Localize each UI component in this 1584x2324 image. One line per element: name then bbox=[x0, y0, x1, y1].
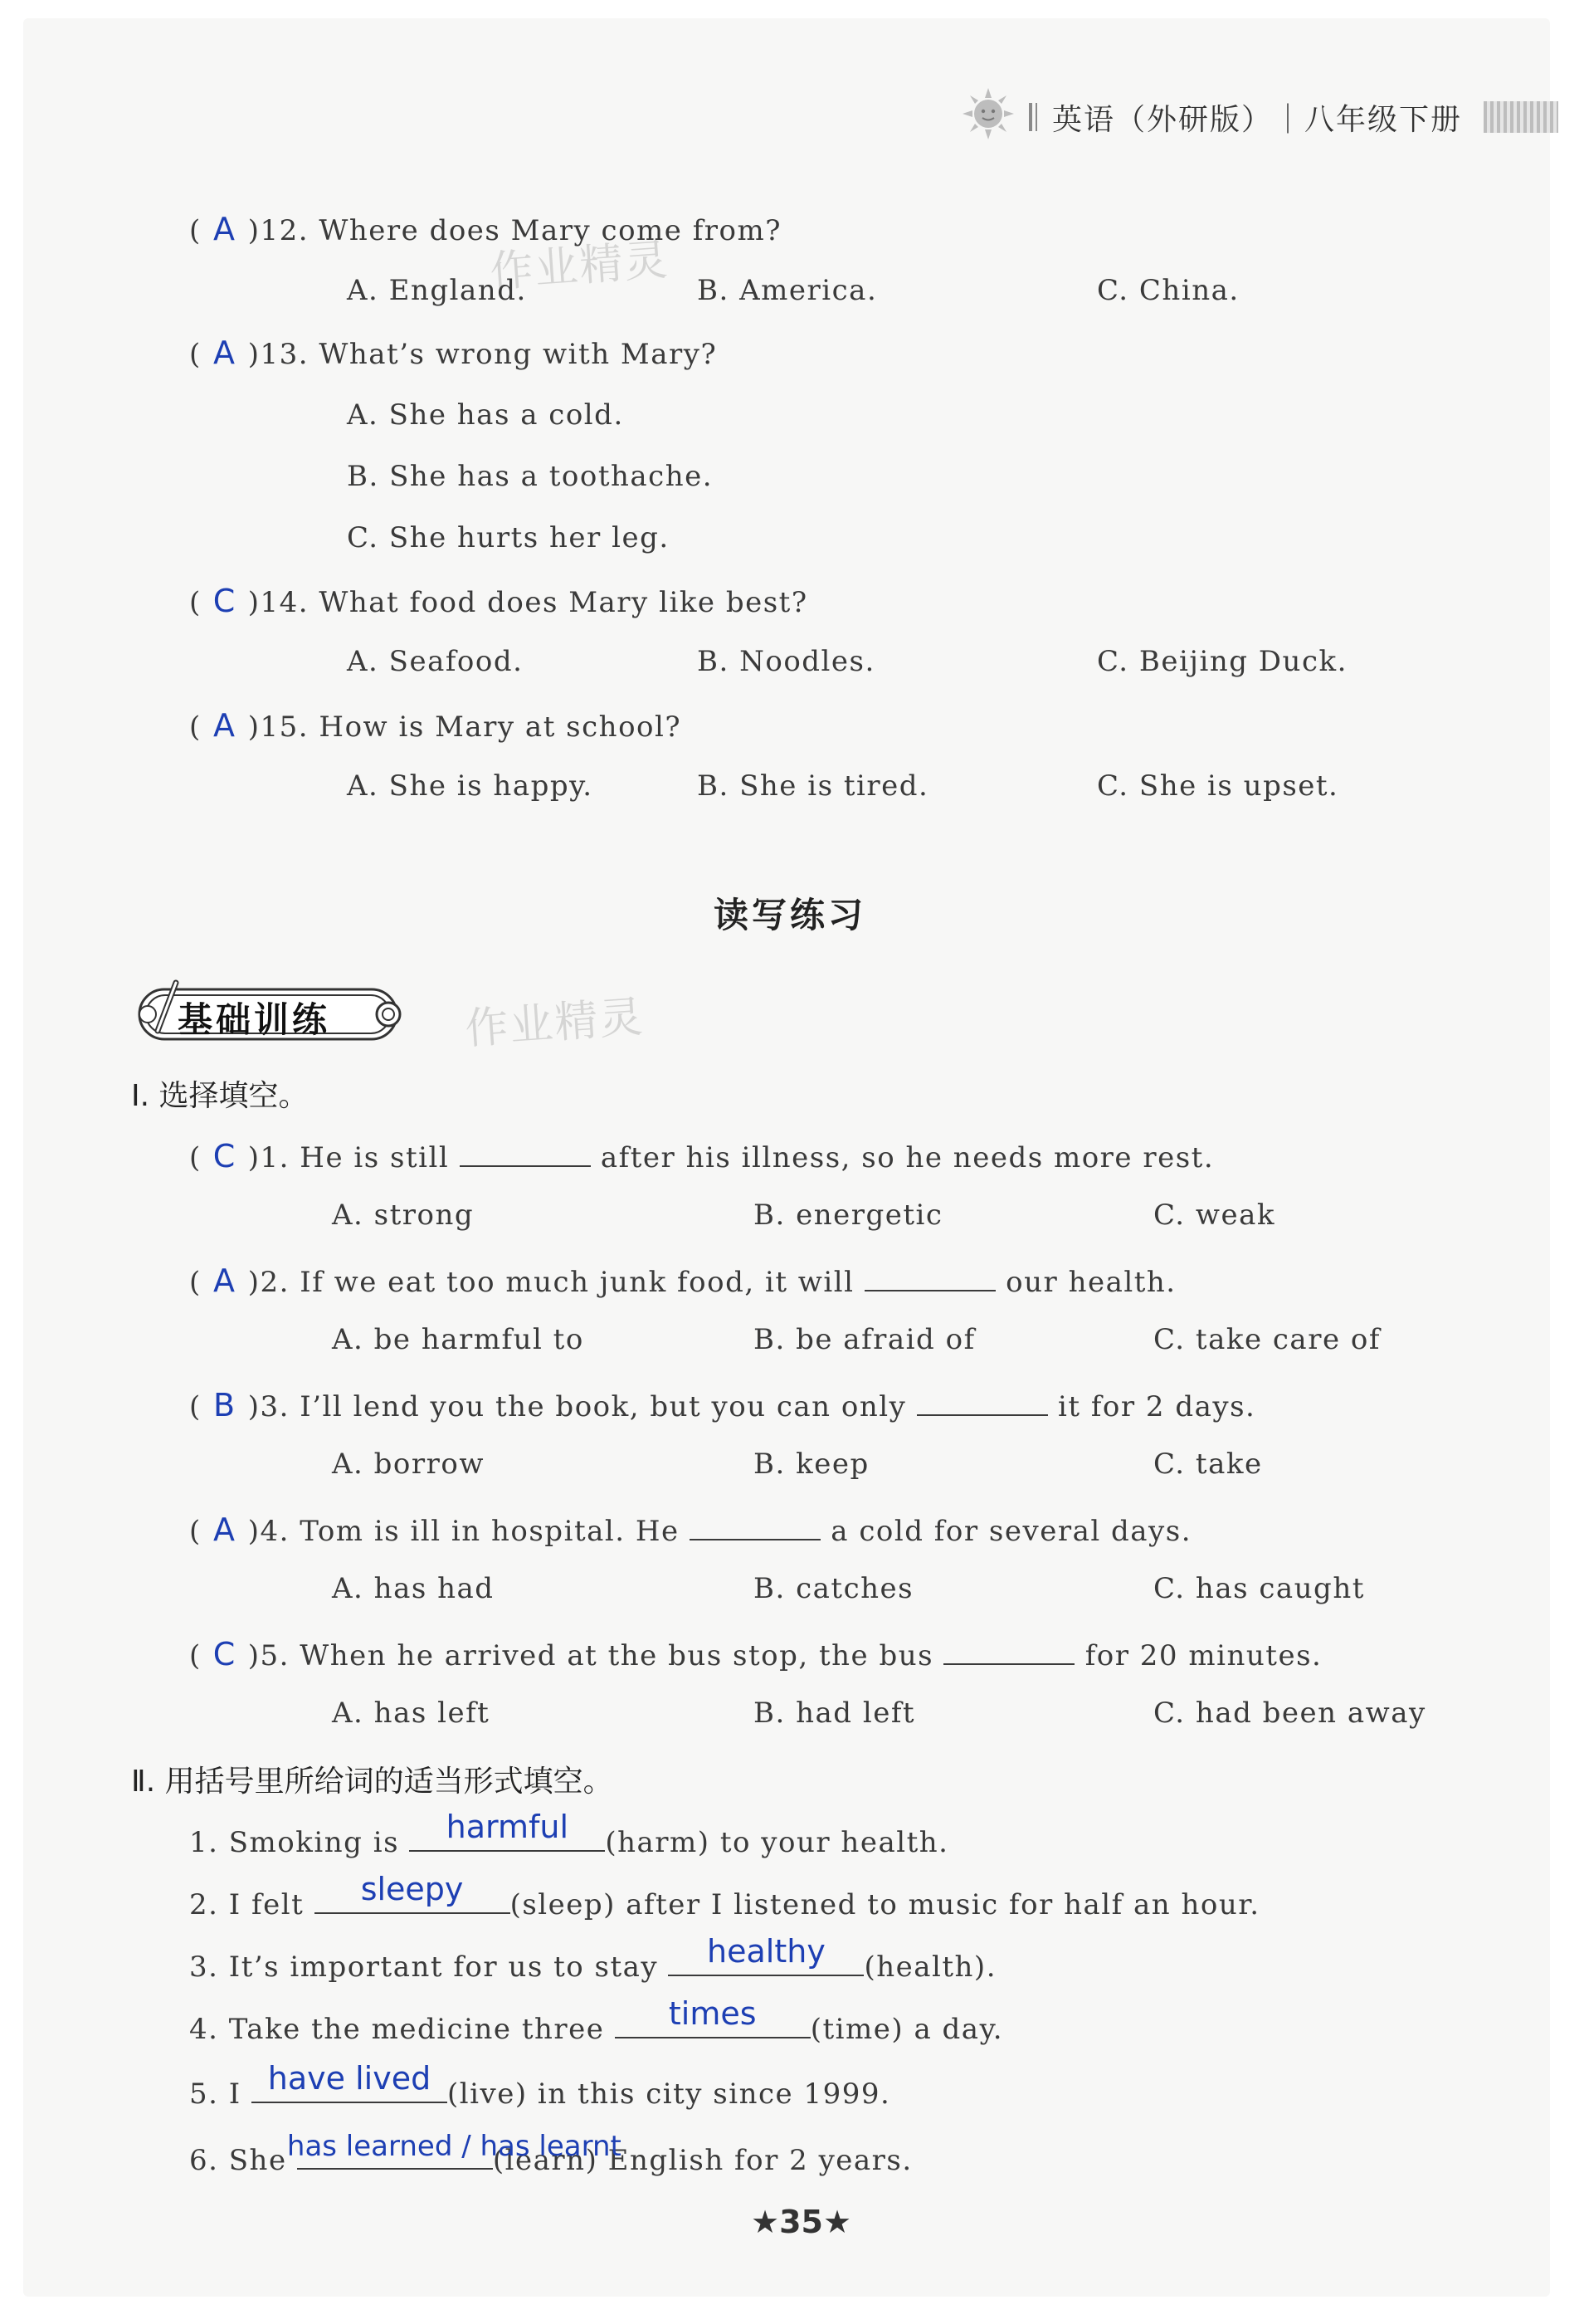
answer-choice: A bbox=[213, 707, 236, 744]
fill-question-5: 5. I have lived (live) in this city since 1999. bbox=[189, 2060, 891, 2111]
mc-question-1: ( C )1. He is still after his illness, so he needs more rest. bbox=[189, 1135, 1214, 1174]
fill-question-3: 3. It’s important for us to stay healthy (health). bbox=[189, 1933, 997, 1984]
answer-choice: C bbox=[212, 583, 236, 619]
badge-label: 基础训练 bbox=[178, 999, 331, 1040]
section-title: 读写练习 bbox=[714, 895, 867, 935]
answer-blank bbox=[668, 1933, 864, 1976]
blank bbox=[943, 1633, 1075, 1665]
question-15: ( A )15. How is Mary at school? bbox=[189, 707, 682, 744]
option-b: B. Noodles. bbox=[697, 645, 875, 678]
fill-question-2: 2. I felt sleepy (sleep) after I listened to music for half an hour. bbox=[189, 1871, 1260, 1921]
blank bbox=[460, 1135, 591, 1167]
blank bbox=[690, 1509, 821, 1540]
section-badge bbox=[124, 979, 411, 1049]
page-header bbox=[963, 85, 1560, 143]
watermark: 作业精灵 bbox=[463, 992, 646, 1055]
header-divider bbox=[1029, 103, 1032, 131]
option-a: A. has had bbox=[332, 1572, 495, 1605]
option-b: B. America. bbox=[697, 274, 878, 307]
answer-blank bbox=[314, 1871, 510, 1914]
mc-question-4: ( A )4. Tom is ill in hospital. He a cold for several days. bbox=[189, 1509, 1192, 1548]
mc-question-3: ( B )3. I’ll lend you the book, but you can only it for 2 days. bbox=[189, 1384, 1255, 1423]
option-b: B. keep bbox=[753, 1448, 870, 1481]
option-b: B. had left bbox=[753, 1697, 916, 1730]
filled-answer: times bbox=[668, 1995, 757, 2032]
watermark: 作业精灵 bbox=[488, 235, 671, 298]
option-c: C. had been away bbox=[1153, 1697, 1426, 1730]
option-b: B. be afraid of bbox=[753, 1323, 976, 1356]
sun-icon bbox=[963, 88, 1014, 139]
book-title: 英语（外研版）｜八年级下册 bbox=[1052, 103, 1463, 137]
option-c: C. take care of bbox=[1153, 1323, 1381, 1356]
blank bbox=[917, 1384, 1048, 1416]
header-decoration bbox=[1484, 101, 1558, 133]
option-a: A. She has a cold. bbox=[347, 398, 624, 432]
answer-choice: A bbox=[213, 334, 236, 371]
answer-blank bbox=[251, 2060, 447, 2103]
filled-answer: have lived bbox=[267, 2060, 431, 2097]
option-a: A. borrow bbox=[332, 1448, 485, 1481]
option-a: A. strong bbox=[332, 1199, 475, 1232]
filled-answer: sleepy bbox=[360, 1871, 464, 1907]
fill-question-6: 6. She has learned / has learnt (learn) English for 2 years. bbox=[189, 2130, 913, 2177]
option-a: A. has left bbox=[332, 1697, 490, 1730]
answer-blank bbox=[286, 2130, 621, 2170]
question-12: ( A )12. Where does Mary come from? bbox=[189, 211, 782, 247]
answer-blank bbox=[615, 1995, 811, 2038]
question-13: ( A )13. What’s wrong with Mary? bbox=[189, 334, 718, 371]
option-b: B. She has a toothache. bbox=[347, 460, 714, 493]
mc-question-2: ( A )2. If we eat too much junk food, it will our health. bbox=[189, 1260, 1177, 1299]
option-a: A. be harmful to bbox=[332, 1323, 584, 1356]
question-14: ( C )14. What food does Mary like best? bbox=[189, 583, 808, 619]
header-divider bbox=[1036, 103, 1037, 131]
blank bbox=[865, 1260, 996, 1291]
filled-answer: healthy bbox=[707, 1933, 826, 1970]
option-c: C. China. bbox=[1097, 274, 1240, 307]
option-b: B. catches bbox=[753, 1572, 914, 1605]
answer-choice: A bbox=[213, 211, 236, 247]
part1-heading: Ⅰ. 选择填空。 bbox=[131, 1079, 309, 1113]
answer-blank bbox=[409, 1809, 605, 1852]
option-c: C. take bbox=[1153, 1448, 1263, 1481]
option-c: C. She hurts her leg. bbox=[347, 521, 670, 554]
option-a: A. Seafood. bbox=[347, 645, 524, 678]
page-number: ★35★ bbox=[751, 2204, 852, 2240]
answer-choice: C bbox=[212, 1636, 236, 1672]
option-a: A. She is happy. bbox=[347, 769, 593, 803]
answer-choice: A bbox=[213, 1511, 236, 1548]
option-c: C. has caught bbox=[1153, 1572, 1365, 1605]
option-b: B. She is tired. bbox=[697, 769, 929, 803]
mc-question-5: ( C )5. When he arrived at the bus stop, the bus for 20 minutes. bbox=[189, 1633, 1322, 1672]
filled-answer: has learned / has learnt bbox=[286, 2130, 621, 2163]
part2-heading: Ⅱ. 用括号里所给词的适当形式填空。 bbox=[131, 1765, 613, 1799]
option-c: C. weak bbox=[1153, 1199, 1276, 1232]
option-a: A. England. bbox=[347, 274, 527, 307]
answer-choice: A bbox=[213, 1262, 236, 1299]
fill-question-1: 1. Smoking is harmful (harm) to your health. bbox=[189, 1809, 949, 1859]
fill-question-4: 4. Take the medicine three times (time) a day. bbox=[189, 1995, 1004, 2046]
option-c: C. Beijing Duck. bbox=[1097, 645, 1348, 678]
answer-choice: C bbox=[212, 1138, 236, 1174]
option-b: B. energetic bbox=[753, 1199, 943, 1232]
filled-answer: harmful bbox=[446, 1809, 569, 1845]
answer-choice: B bbox=[212, 1387, 236, 1423]
option-c: C. She is upset. bbox=[1097, 769, 1339, 803]
